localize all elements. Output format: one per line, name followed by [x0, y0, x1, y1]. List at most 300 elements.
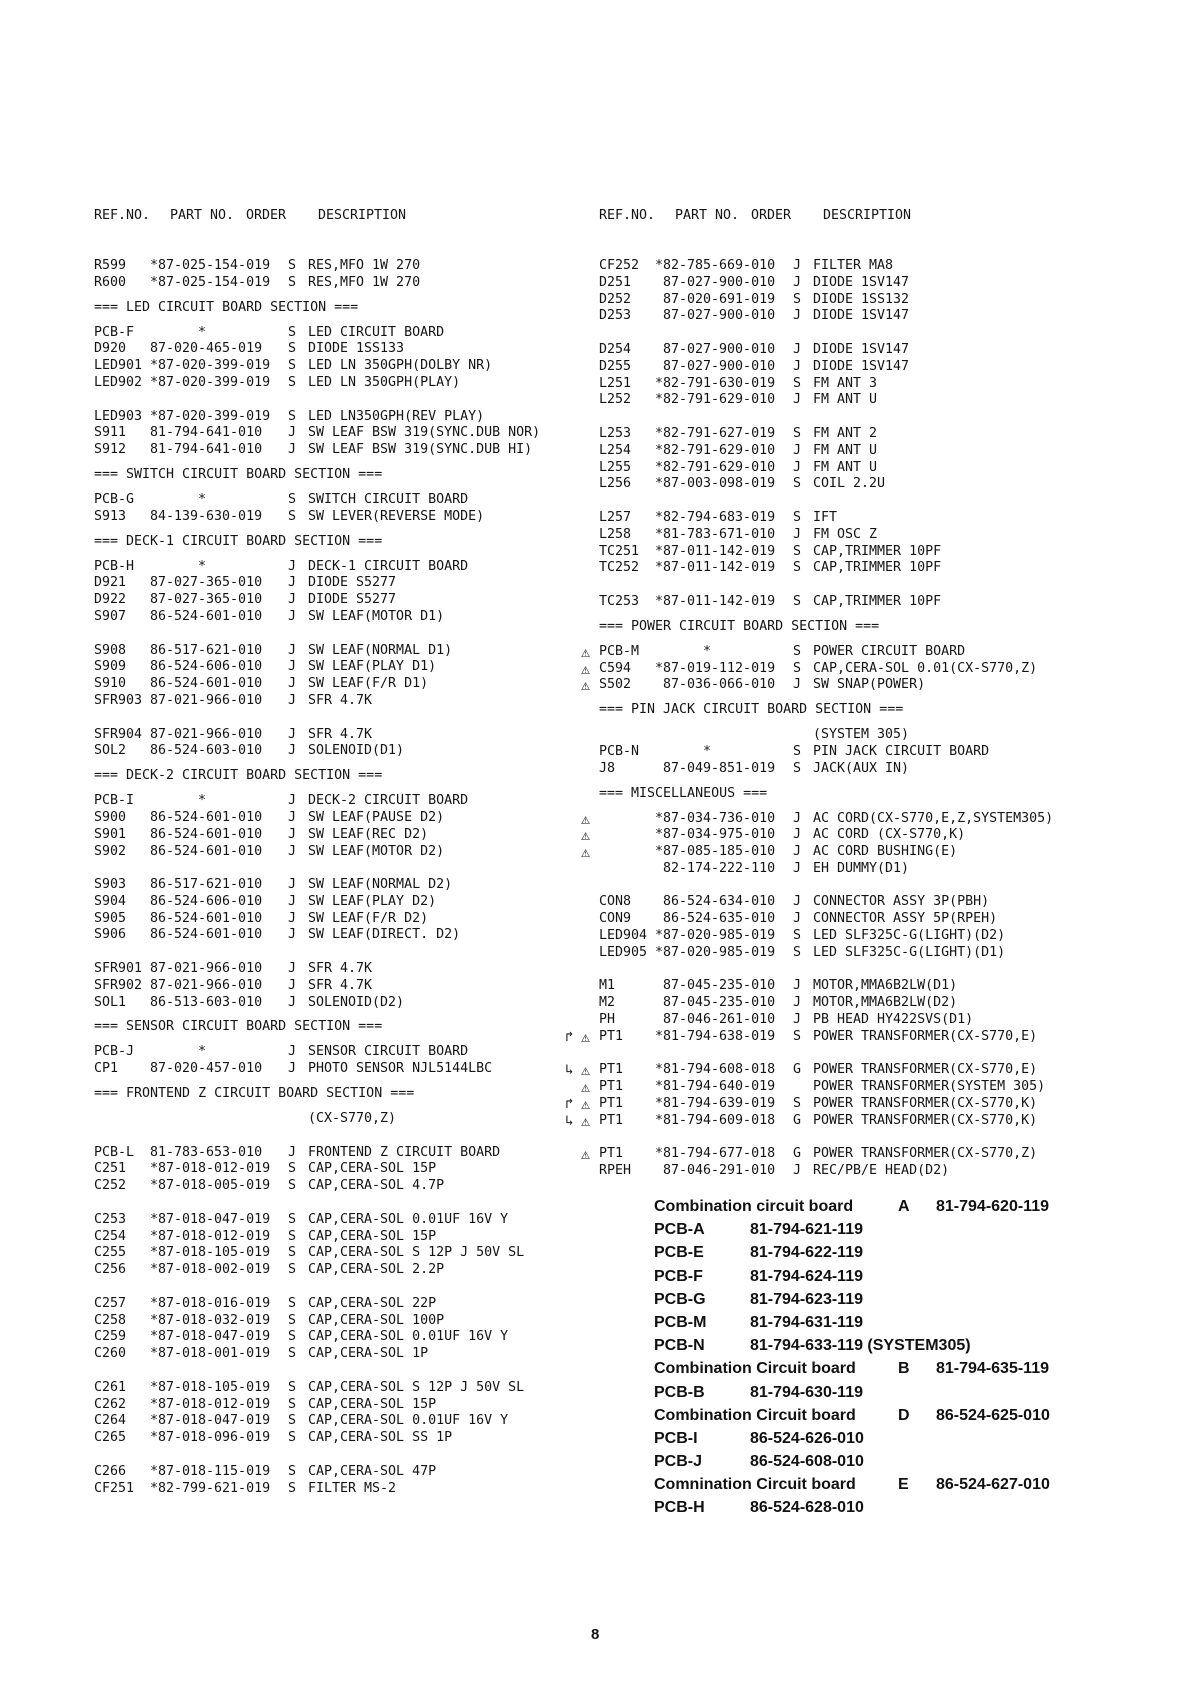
- ref-no: D920: [94, 341, 127, 357]
- ref-no: CF252: [599, 257, 640, 273]
- table-row: [94, 911, 594, 928]
- ref-no: J8: [599, 760, 616, 776]
- order-code: J: [288, 893, 297, 909]
- description: SFR 4.7K: [308, 961, 373, 977]
- part-no: 87-021-966-010: [150, 726, 263, 742]
- description: FRONTEND Z CIRCUIT BOARD: [308, 1144, 501, 1160]
- order-code: J: [793, 257, 802, 273]
- order-code: S: [288, 1295, 297, 1311]
- table-row: [599, 510, 1159, 527]
- order-code: J: [793, 677, 802, 693]
- description: DECK-1 CIRCUIT BOARD: [308, 558, 469, 574]
- order-code: J: [288, 659, 297, 675]
- order-code: J: [288, 743, 297, 759]
- part-no: *: [150, 491, 207, 507]
- table-row: [94, 1346, 594, 1363]
- spacer: [599, 493, 1159, 510]
- bracket-arrow-icon: ↳: [565, 1062, 574, 1079]
- description: SW LEAF(F/R D1): [308, 676, 429, 692]
- table-row: [94, 961, 594, 978]
- spacer: [599, 325, 1159, 342]
- ref-no: C594: [599, 660, 632, 676]
- safety-warning-icon: ⚠: [581, 843, 591, 862]
- part-no: 86-524-601-010: [150, 826, 263, 842]
- combination-title: Comnination Circuit board: [654, 1476, 856, 1494]
- ref-no: L257: [599, 509, 632, 525]
- combination-part-number: 86-524-627-010: [936, 1476, 1050, 1494]
- order-code: S: [288, 1312, 297, 1328]
- ref-no: PCB-M: [599, 643, 640, 659]
- section-note-text: (CX-S770,Z): [308, 1111, 397, 1127]
- part-no: *87-020-985-019: [655, 944, 776, 960]
- order-code: S: [288, 1463, 297, 1479]
- part-no: *87-025-154-019: [150, 257, 271, 273]
- ref-no: PH: [599, 1012, 616, 1028]
- part-no: *: [150, 558, 207, 574]
- ref-no: LED905: [599, 944, 648, 960]
- part-no: *87-025-154-019: [150, 274, 271, 290]
- order-code: J: [288, 977, 297, 993]
- part-no: *82-791-629-010: [655, 459, 776, 475]
- table-row: [599, 761, 1159, 778]
- description: DIODE 1SV147: [813, 308, 910, 324]
- description: LED CIRCUIT BOARD: [308, 324, 445, 340]
- section-title: === DECK-2 CIRCUIT BOARD SECTION ===: [94, 768, 383, 784]
- part-no: *87-018-047-019: [150, 1329, 271, 1345]
- part-no: 86-524-635-010: [655, 911, 776, 927]
- part-no: 87-046-261-010: [655, 1012, 776, 1028]
- combination-letter: B: [898, 1360, 910, 1378]
- table-row: [94, 743, 594, 760]
- order-code: S: [288, 1413, 297, 1429]
- pcb-part-number: 81-794-633-119 (SYSTEM305): [750, 1337, 971, 1355]
- order-code: J: [288, 843, 297, 859]
- safety-warning-icon: ⚠: [581, 642, 591, 661]
- pcb-part-number: 81-794-624-119: [750, 1267, 863, 1285]
- table-row: [94, 927, 594, 944]
- order-code: J: [288, 809, 297, 825]
- order-code: S: [793, 928, 802, 944]
- table-row: [94, 559, 594, 576]
- order-code: J: [793, 392, 802, 408]
- order-code: S: [288, 491, 297, 507]
- order-code: S: [288, 1346, 297, 1362]
- description: CAP,CERA-SOL 0.01UF 16V Y: [308, 1413, 509, 1429]
- table-row: [94, 693, 594, 710]
- description: EH DUMMY(D1): [813, 860, 910, 876]
- table-row: [94, 375, 594, 392]
- description: CAP,CERA-SOL 15P: [308, 1228, 437, 1244]
- section-title: === DECK-1 CIRCUIT BOARD SECTION ===: [94, 533, 383, 549]
- order-code: S: [288, 408, 297, 424]
- safety-warning-icon: ⚠: [581, 1078, 591, 1097]
- order-code: S: [288, 1228, 297, 1244]
- order-code: S: [288, 508, 297, 524]
- order-code: J: [793, 810, 802, 826]
- safety-warning-icon: ⚠: [581, 1061, 591, 1080]
- description: COIL 2.2U: [813, 476, 886, 492]
- description: SWITCH CIRCUIT BOARD: [308, 491, 469, 507]
- header-part: PART NO.: [675, 207, 740, 223]
- pcb-label: PCB-M: [654, 1313, 707, 1331]
- order-code: S: [288, 1379, 297, 1395]
- ref-no: PCB-F: [94, 324, 135, 340]
- order-code: S: [288, 274, 297, 290]
- table-row: [94, 275, 594, 292]
- ref-no: C264: [94, 1413, 127, 1429]
- pcb-part-number: 86-524-608-010: [750, 1453, 864, 1471]
- order-code: S: [288, 1178, 297, 1194]
- table-header: [94, 208, 594, 225]
- ref-no: C262: [94, 1396, 127, 1412]
- description: CAP,TRIMMER 10PF: [813, 543, 942, 559]
- order-code: J: [288, 994, 297, 1010]
- combination-title: Combination Circuit board: [654, 1360, 856, 1378]
- description: DIODE 1SV147: [813, 341, 910, 357]
- part-no: 81-794-641-010: [150, 425, 263, 441]
- part-no: 87-027-900-010: [655, 341, 776, 357]
- spacer: [599, 1046, 1159, 1063]
- ref-no: D251: [599, 274, 632, 290]
- table-row: [599, 1012, 1159, 1029]
- table-row: [599, 744, 1159, 761]
- table-row: [94, 1464, 594, 1481]
- table-row: [94, 592, 594, 609]
- order-code: S: [793, 760, 802, 776]
- description: POWER TRANSFORMER(CX-S770,E): [813, 1028, 1038, 1044]
- part-no: *87-018-012-019: [150, 1396, 271, 1412]
- table-row: [94, 1178, 594, 1195]
- table-row: [94, 492, 594, 509]
- order-code: J: [288, 442, 297, 458]
- section-heading: [94, 526, 594, 559]
- description: FM OSC Z: [813, 526, 878, 542]
- section-title: === PIN JACK CIRCUIT BOARD SECTION ===: [599, 702, 904, 718]
- description: MOTOR,MMA6B2LW(D1): [813, 978, 958, 994]
- table-row: [94, 1430, 594, 1447]
- table-row: [599, 426, 1159, 443]
- ref-no: D252: [599, 291, 632, 307]
- table-row: [581, 809, 1159, 828]
- ref-no: C258: [94, 1312, 127, 1328]
- description: FM ANT 3: [813, 375, 878, 391]
- part-no: *82-794-683-019: [655, 509, 776, 525]
- part-no: *87-018-115-019: [150, 1463, 271, 1479]
- ref-no: S900: [94, 809, 127, 825]
- order-code: J: [288, 692, 297, 708]
- ref-no: S905: [94, 910, 127, 926]
- spacer: [94, 392, 594, 409]
- part-no: 86-524-603-010: [150, 743, 263, 759]
- table-row: [94, 978, 594, 995]
- part-no: *87-011-142-019: [655, 543, 776, 559]
- ref-no: C260: [94, 1346, 127, 1362]
- order-code: J: [793, 459, 802, 475]
- table-row: [599, 928, 1159, 945]
- part-no: *82-791-630-019: [655, 375, 776, 391]
- part-no: 87-049-851-019: [655, 760, 776, 776]
- description: SOLENOID(D2): [308, 994, 405, 1010]
- part-no: *87-020-399-019: [150, 358, 271, 374]
- order-code: J: [288, 575, 297, 591]
- table-row: [599, 292, 1159, 309]
- description: FM ANT U: [813, 392, 878, 408]
- description: PHOTO SENSOR NJL5144LBC: [308, 1061, 493, 1077]
- part-no: *: [150, 324, 207, 340]
- description: CAP,CERA-SOL 4.7P: [308, 1178, 445, 1194]
- ref-no: C261: [94, 1379, 127, 1395]
- part-no: 87-027-365-010: [150, 575, 263, 591]
- combination-part-number: 81-794-635-119: [936, 1360, 1049, 1378]
- description: AC CORD (CX-S770,K): [813, 827, 966, 843]
- ref-no: S502: [599, 677, 632, 693]
- part-no: *87-018-002-019: [150, 1262, 271, 1278]
- ref-no: S911: [94, 425, 127, 441]
- order-code: J: [288, 642, 297, 658]
- pcb-label: PCB-E: [654, 1244, 704, 1262]
- table-row: [94, 1329, 594, 1346]
- part-no: 87-027-900-010: [655, 274, 776, 290]
- table-row: [599, 995, 1159, 1012]
- header-description: DESCRIPTION: [318, 207, 407, 223]
- part-no: *87-019-112-019: [655, 660, 776, 676]
- pcb-label: PCB-F: [654, 1267, 703, 1285]
- table-row: [581, 1145, 1159, 1164]
- table-row: [94, 341, 594, 358]
- description: SFR 4.7K: [308, 977, 373, 993]
- order-code: J: [288, 1061, 297, 1077]
- spacer: [94, 860, 594, 877]
- ref-no: CP1: [94, 1061, 119, 1077]
- ref-no: R599: [94, 257, 127, 273]
- description: REC/PB/E HEAD(D2): [813, 1163, 950, 1179]
- description: CAP,CERA-SOL 100P: [308, 1312, 445, 1328]
- pcb-part-number: 86-524-628-010: [750, 1499, 864, 1517]
- part-no: *82-785-669-010: [655, 257, 776, 273]
- section-title: === FRONTEND Z CIRCUIT BOARD SECTION ===: [94, 1086, 415, 1102]
- bracket-arrow-icon: ↳: [565, 1112, 574, 1129]
- description: SW LEAF BSW 319(SYNC.DUB HI): [308, 442, 533, 458]
- table-row: [94, 1212, 594, 1229]
- order-code: S: [793, 643, 802, 659]
- description: JACK(AUX IN): [813, 760, 910, 776]
- description: SW LEAF(REC D2): [308, 826, 429, 842]
- description: SFR 4.7K: [308, 726, 373, 742]
- header-part: PART NO.: [170, 207, 235, 223]
- description: FILTER MS-2: [308, 1480, 397, 1496]
- table-row: [94, 676, 594, 693]
- order-code: J: [288, 425, 297, 441]
- ref-no: PT1: [599, 1112, 624, 1128]
- table-row: [599, 911, 1159, 928]
- table-row: [94, 894, 594, 911]
- header-order: ORDER: [751, 207, 792, 223]
- ref-no: C257: [94, 1295, 127, 1311]
- part-no: 86-524-606-010: [150, 893, 263, 909]
- spacer: [599, 1130, 1159, 1147]
- table-row: [599, 376, 1159, 393]
- table-row: [599, 894, 1159, 911]
- description: CAP,CERA-SOL 2.2P: [308, 1262, 445, 1278]
- order-code: S: [288, 358, 297, 374]
- description: SW LEAF(NORMAL D1): [308, 642, 453, 658]
- order-code: J: [793, 995, 802, 1011]
- ref-no: TC252: [599, 560, 640, 576]
- description: DIODE 1SV147: [813, 274, 910, 290]
- description: FILTER MA8: [813, 257, 894, 273]
- description: PIN JACK CIRCUIT BOARD: [813, 743, 990, 759]
- order-code: S: [793, 660, 802, 676]
- table-row: [94, 1481, 594, 1498]
- description: POWER TRANSFORMER(CX-S770,Z): [813, 1146, 1038, 1162]
- ref-no: R600: [94, 274, 127, 290]
- table-row: [599, 560, 1159, 577]
- ref-no: L251: [599, 375, 632, 391]
- order-code: S: [288, 341, 297, 357]
- table-row: [599, 258, 1159, 275]
- description: CAP,TRIMMER 10PF: [813, 593, 942, 609]
- ref-no: CON8: [599, 894, 632, 910]
- description: SW LEAF(DIRECT. D2): [308, 927, 461, 943]
- description: CAP,CERA-SOL 1P: [308, 1346, 429, 1362]
- description: CAP,CERA-SOL 47P: [308, 1463, 437, 1479]
- table-row: [599, 945, 1159, 962]
- table-row: [94, 1413, 594, 1430]
- table-row: [94, 1161, 594, 1178]
- ref-no: LED902: [94, 374, 143, 390]
- ref-no: LED904: [599, 928, 648, 944]
- table-row: [565, 1095, 1159, 1114]
- part-no: 86-524-601-010: [150, 843, 263, 859]
- section-heading: [94, 292, 594, 325]
- right-rows: [565, 257, 1159, 1180]
- ref-no: LED903: [94, 408, 143, 424]
- pcb-part-number: 86-524-626-010: [750, 1429, 864, 1447]
- pcb-part-number: 81-794-630-119: [750, 1383, 863, 1401]
- pcb-label: PCB-G: [654, 1290, 706, 1308]
- description: AC CORD BUSHING(E): [813, 844, 958, 860]
- description: LED LN350GPH(REV PLAY): [308, 408, 485, 424]
- part-no: 86-524-606-010: [150, 659, 263, 675]
- description: SW LEAF BSW 319(SYNC.DUB NOR): [308, 425, 541, 441]
- description: SOLENOID(D1): [308, 743, 405, 759]
- description: CAP,CERA-SOL 22P: [308, 1295, 437, 1311]
- pcb-label: PCB-I: [654, 1429, 698, 1447]
- part-no: 86-524-601-010: [150, 809, 263, 825]
- table-row: [599, 443, 1159, 460]
- part-no: *87-020-399-019: [150, 408, 271, 424]
- part-no: 86-517-621-010: [150, 877, 263, 893]
- description: POWER TRANSFORMER(CX-S770,E): [813, 1062, 1038, 1078]
- description: CAP,CERA-SOL 15P: [308, 1396, 437, 1412]
- description: SW LEVER(REVERSE MODE): [308, 508, 485, 524]
- order-code: J: [793, 860, 802, 876]
- order-code: S: [288, 1329, 297, 1345]
- order-code: J: [793, 442, 802, 458]
- part-no: *87-018-005-019: [150, 1178, 271, 1194]
- order-code: J: [793, 894, 802, 910]
- pcb-label: PCB-H: [654, 1499, 705, 1517]
- ref-no: C251: [94, 1161, 127, 1177]
- part-no: 87-021-966-010: [150, 692, 263, 708]
- description: CAP,CERA-SOL S 12P J 50V SL: [308, 1245, 525, 1261]
- order-code: G: [793, 1146, 802, 1162]
- description: SW LEAF(F/R D2): [308, 910, 429, 926]
- part-no: 87-020-457-010: [150, 1061, 263, 1077]
- ref-no: SOL2: [94, 743, 127, 759]
- ref-no: C255: [94, 1245, 127, 1261]
- part-no: 87-027-900-010: [655, 358, 776, 374]
- table-row: [94, 575, 594, 592]
- part-no: 86-524-601-010: [150, 608, 263, 624]
- ref-no: SFR903: [94, 692, 143, 708]
- section-note: [599, 727, 1159, 744]
- table-row: [94, 409, 594, 426]
- pcb-part-number: 81-794-622-119: [750, 1244, 863, 1262]
- table-header: [599, 208, 1159, 225]
- description: CAP,CERA-SOL 0.01UF 16V Y: [308, 1211, 509, 1227]
- part-no: 81-783-653-010: [150, 1144, 263, 1160]
- part-no: 87-045-235-010: [655, 978, 776, 994]
- spacer: [94, 1195, 594, 1212]
- part-no: *82-799-621-019: [150, 1480, 271, 1496]
- description: SFR 4.7K: [308, 692, 373, 708]
- part-no: *81-794-609-018: [655, 1112, 776, 1128]
- order-code: J: [793, 978, 802, 994]
- order-code: S: [793, 509, 802, 525]
- order-code: G: [793, 1112, 802, 1128]
- description: SENSOR CIRCUIT BOARD: [308, 1044, 469, 1060]
- description: SW LEAF(MOTOR D1): [308, 608, 445, 624]
- ref-no: D922: [94, 592, 127, 608]
- table-row: [581, 676, 1159, 695]
- order-code: J: [793, 1012, 802, 1028]
- ref-no: PT1: [599, 1096, 624, 1112]
- table-row: [581, 826, 1159, 845]
- description: CAP,CERA-SOL 15P: [308, 1161, 437, 1177]
- left-rows: [94, 258, 594, 1497]
- combination-letter: D: [898, 1406, 910, 1424]
- order-code: S: [793, 560, 802, 576]
- order-code: S: [793, 291, 802, 307]
- table-row: [581, 843, 1159, 862]
- part-no: *87-018-047-019: [150, 1413, 271, 1429]
- description: FM ANT U: [813, 459, 878, 475]
- description: SW LEAF(PAUSE D2): [308, 809, 445, 825]
- ref-no: PCB-J: [94, 1044, 135, 1060]
- table-row: [94, 1397, 594, 1414]
- part-no: *87-018-105-019: [150, 1379, 271, 1395]
- header-order: ORDER: [246, 207, 287, 223]
- ref-no: S901: [94, 826, 127, 842]
- order-code: J: [793, 274, 802, 290]
- part-no: 87-020-691-019: [655, 291, 776, 307]
- order-code: J: [793, 827, 802, 843]
- spacer: [599, 577, 1159, 594]
- safety-warning-icon: ⚠: [581, 809, 591, 828]
- description: PB HEAD HY422SVS(D1): [813, 1012, 974, 1028]
- ref-no: S904: [94, 893, 127, 909]
- description: CONNECTOR ASSY 5P(RPEH): [813, 911, 998, 927]
- header-ref: REF.NO.: [599, 207, 656, 223]
- order-code: S: [793, 375, 802, 391]
- bracket-arrow-icon: ↱: [565, 1096, 574, 1113]
- ref-no: PCB-G: [94, 491, 135, 507]
- part-no: 87-036-066-010: [655, 677, 776, 693]
- description: RES,MFO 1W 270: [308, 274, 421, 290]
- ref-no: C252: [94, 1178, 127, 1194]
- ref-no: PT1: [599, 1079, 624, 1095]
